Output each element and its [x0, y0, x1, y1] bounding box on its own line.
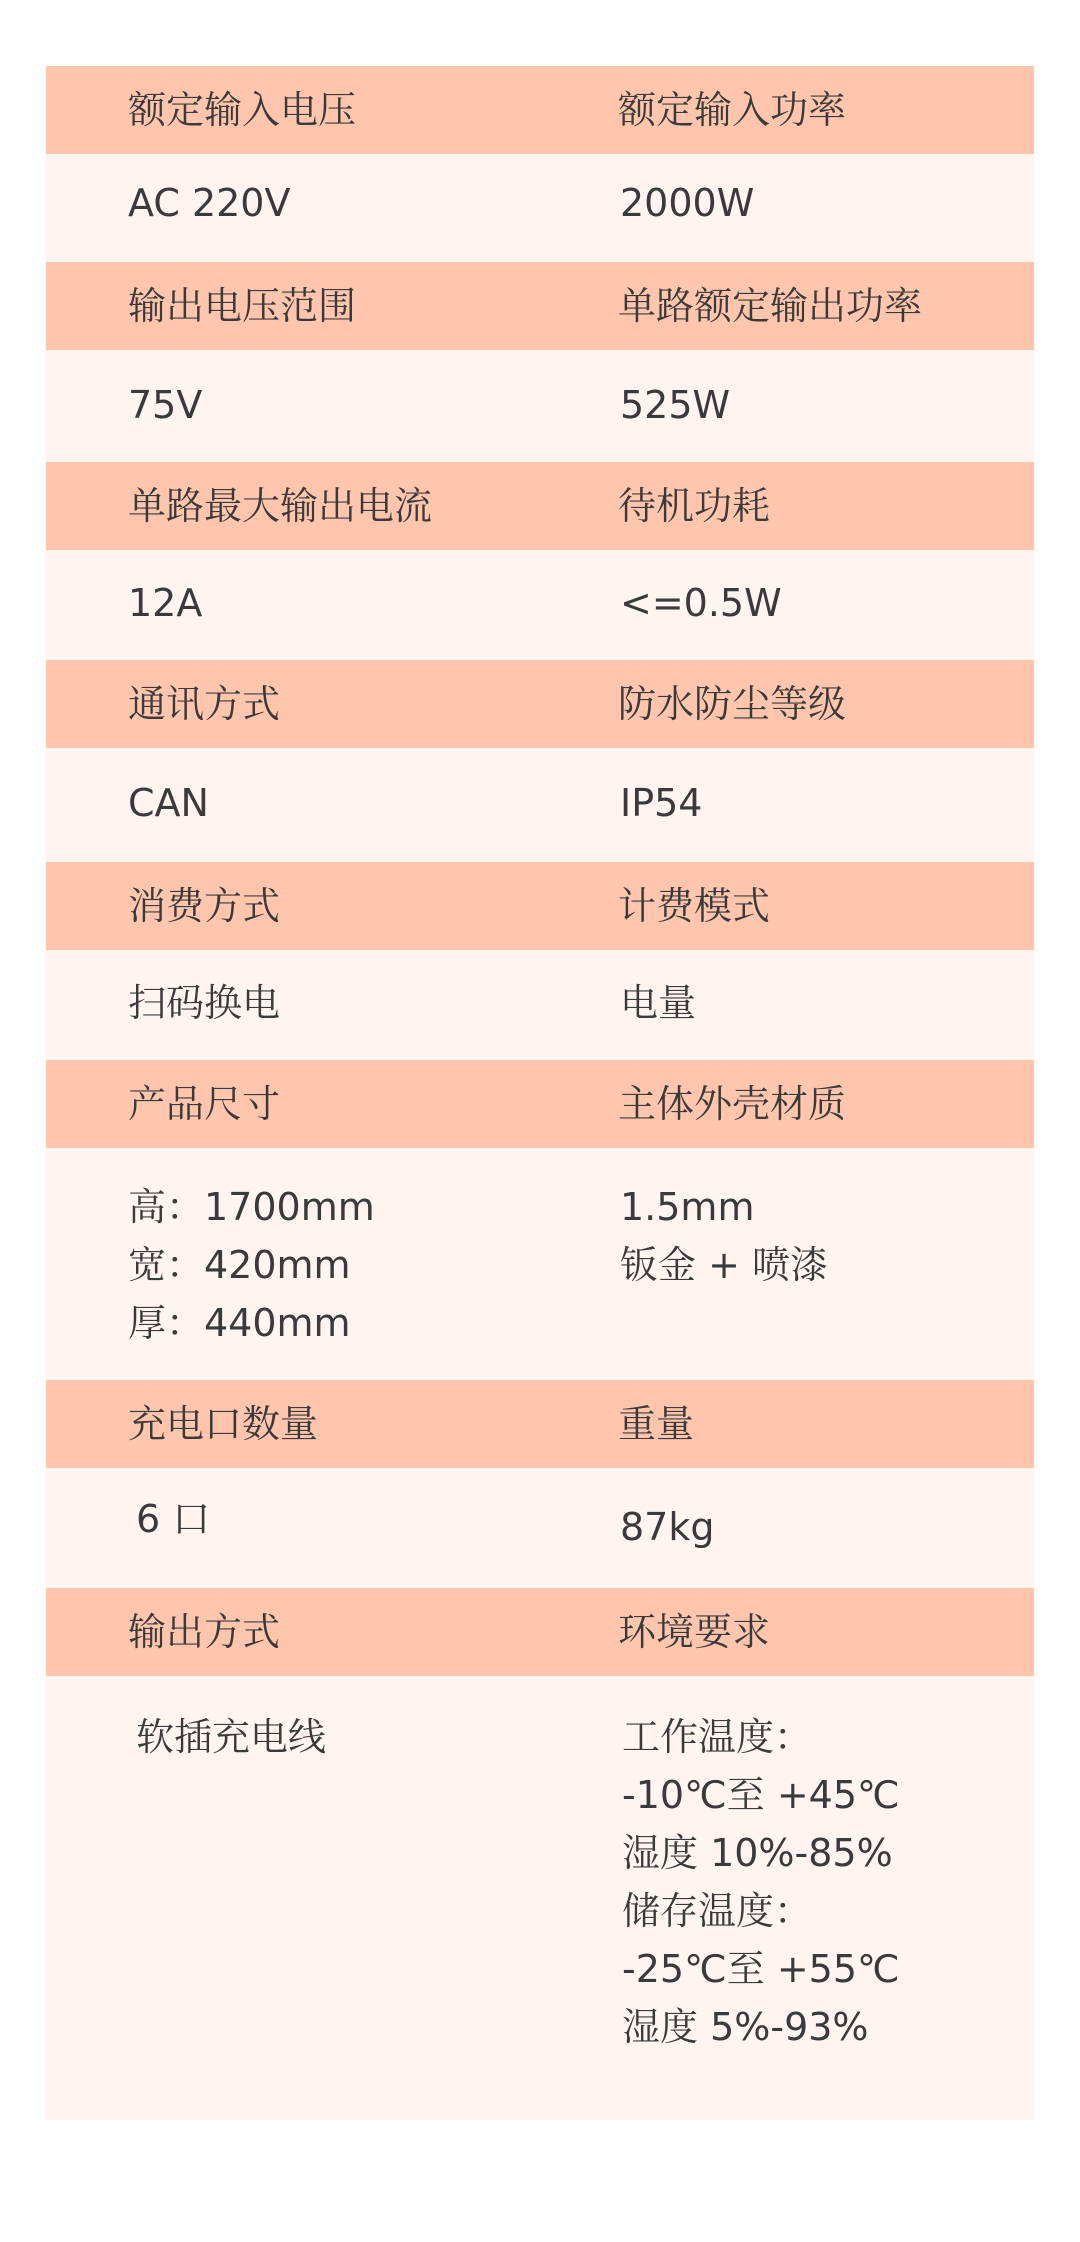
value-line: 高：1700mm — [128, 1185, 375, 1229]
value-line: -25℃至 +55℃ — [622, 1947, 900, 1991]
label-ingress-protection: 防水防尘等级 — [618, 682, 847, 726]
spec-header-row — [46, 1588, 1034, 1676]
spec-header-row — [46, 462, 1034, 550]
spec-header-row — [46, 862, 1034, 950]
label-single-max-output-current: 单路最大输出电流 — [128, 484, 433, 528]
value-line: 钣金 + 喷漆 — [620, 1243, 828, 1287]
spec-value-row — [46, 950, 1034, 1060]
label-communication-mode: 通讯方式 — [128, 682, 281, 726]
label-output-mode: 输出方式 — [128, 1610, 281, 1654]
spec-header-row — [46, 66, 1034, 154]
spec-value-row — [46, 1148, 1034, 1380]
label-output-voltage-range: 输出电压范围 — [128, 284, 357, 328]
label-single-rated-output-power: 单路额定输出功率 — [618, 284, 923, 328]
value-rated-input-voltage: AC 220V — [128, 181, 291, 225]
value-line: 厚：440mm — [128, 1301, 351, 1345]
value-line: -10℃至 +45℃ — [622, 1773, 900, 1817]
value-line: 工作温度： — [622, 1715, 813, 1759]
label-billing-mode: 计费模式 — [618, 884, 771, 928]
value-billing-mode: 电量 — [620, 981, 697, 1025]
label-environment-requirements: 环境要求 — [618, 1610, 771, 1654]
value-environment-requirements — [622, 1708, 900, 2056]
value-rated-input-power: 2000W — [620, 181, 755, 225]
value-single-rated-output-power: 525W — [620, 383, 731, 427]
value-weight: 87kg — [620, 1505, 715, 1549]
value-housing-material — [620, 1178, 828, 1294]
label-weight: 重量 — [618, 1402, 695, 1446]
value-output-voltage-range: 75V — [128, 383, 203, 427]
value-line: 宽：420mm — [128, 1243, 351, 1287]
spec-value-row — [46, 550, 1034, 660]
value-communication-mode: CAN — [128, 781, 209, 825]
value-consumption-mode: 扫码换电 — [128, 981, 281, 1025]
spec-value-row — [46, 748, 1034, 862]
spec-value-row — [46, 1468, 1034, 1588]
label-rated-input-power: 额定输入功率 — [618, 88, 847, 132]
label-consumption-mode: 消费方式 — [128, 884, 281, 928]
value-product-size — [128, 1178, 375, 1352]
spec-value-row — [46, 350, 1034, 462]
value-output-mode: 软插充电线 — [136, 1715, 327, 1759]
spec-header-row — [46, 1060, 1034, 1148]
spec-header-row — [46, 660, 1034, 748]
spec-table — [46, 66, 1034, 2120]
value-standby-power: <=0.5W — [620, 581, 782, 625]
value-charging-port-count: 6 口 — [136, 1497, 211, 1541]
value-line: 储存温度： — [622, 1889, 813, 1933]
value-line: 湿度 10%-85% — [622, 1831, 893, 1875]
spec-header-row — [46, 262, 1034, 350]
label-rated-input-voltage: 额定输入电压 — [128, 88, 357, 132]
spec-value-row — [46, 1676, 1034, 2120]
label-housing-material: 主体外壳材质 — [618, 1082, 847, 1126]
label-standby-power: 待机功耗 — [618, 484, 771, 528]
value-line: 1.5mm — [620, 1185, 755, 1229]
value-single-max-output-current: 12A — [128, 581, 203, 625]
value-line: 湿度 5%-93% — [622, 2005, 869, 2049]
value-ingress-protection: IP54 — [620, 781, 703, 825]
label-product-size: 产品尺寸 — [128, 1082, 281, 1126]
spec-header-row — [46, 1380, 1034, 1468]
spec-value-row — [46, 154, 1034, 262]
label-charging-port-count: 充电口数量 — [128, 1402, 319, 1446]
